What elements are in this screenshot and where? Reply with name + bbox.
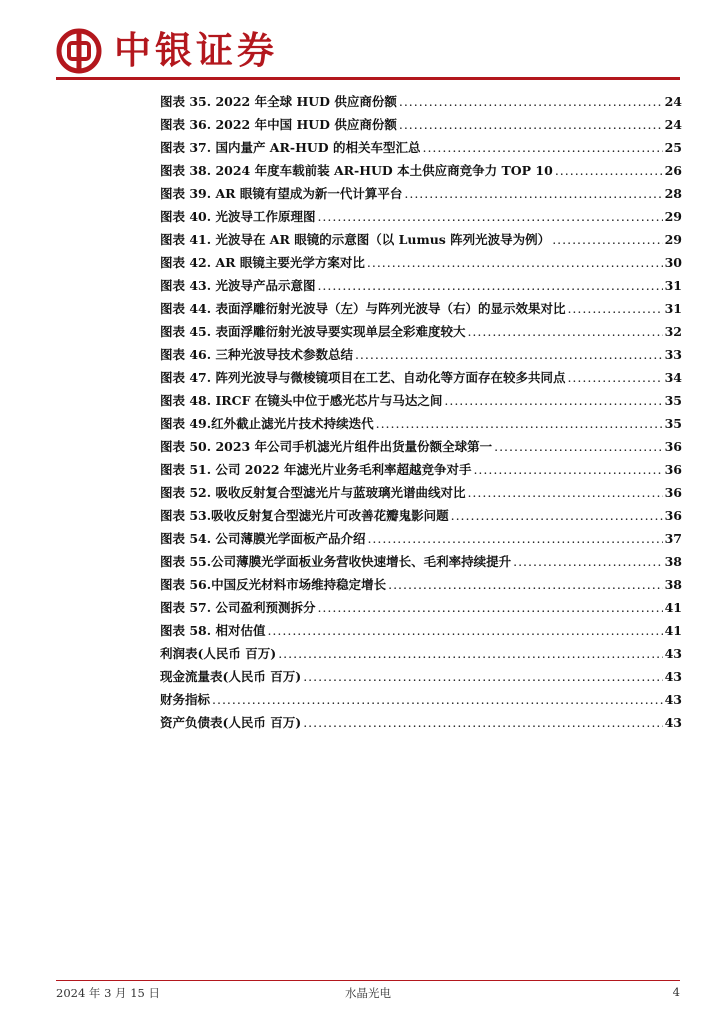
toc-entry-page-number: 35 bbox=[664, 416, 682, 431]
toc-entry-page-number: 33 bbox=[664, 347, 682, 362]
toc-entry-title: 图表 38. 2024 年度车载前装 AR-HUD 本土供应商竞争力 TOP 10 bbox=[160, 163, 553, 178]
toc-entry-title: 图表 44. 表面浮雕衍射光波导（左）与阵列光波导（右）的显示效果对比 bbox=[160, 301, 566, 316]
toc-entry-title: 图表 47. 阵列光波导与微棱镜项目在工艺、自动化等方面存在较多共同点 bbox=[160, 370, 566, 385]
toc-entry-title: 图表 43. 光波导产品示意图 bbox=[160, 278, 316, 293]
toc-dot-leader bbox=[513, 554, 662, 569]
toc-entry-page-number: 43 bbox=[664, 715, 682, 730]
toc-dot-leader bbox=[404, 186, 662, 201]
toc-dot-leader bbox=[278, 646, 662, 661]
toc-dot-leader bbox=[555, 163, 663, 178]
toc-entry[interactable] bbox=[160, 414, 682, 437]
toc-entry[interactable] bbox=[160, 575, 682, 598]
toc-dot-leader bbox=[399, 117, 663, 132]
toc-entry-page-number: 43 bbox=[664, 692, 682, 707]
toc-entry[interactable] bbox=[160, 299, 682, 322]
toc-entry-title: 图表 54. 公司薄膜光学面板产品介绍 bbox=[160, 531, 366, 546]
toc-entry-title: 图表 41. 光波导在 AR 眼镜的示意图（以 Lumus 阵列光波导为例） bbox=[160, 232, 551, 247]
toc-entry-title: 图表 58. 相对估值 bbox=[160, 623, 266, 638]
toc-entry-page-number: 30 bbox=[664, 255, 682, 270]
toc-dot-leader bbox=[303, 715, 662, 730]
toc-entry-title: 图表 39. AR 眼镜有望成为新一代计算平台 bbox=[160, 186, 403, 201]
toc-entry-page-number: 36 bbox=[664, 508, 682, 523]
toc-entry-title: 图表 56.中国反光材料市场维持稳定增长 bbox=[160, 577, 387, 592]
toc-entry-title: 现金流量表(人民币 百万) bbox=[160, 669, 302, 684]
toc-entry[interactable] bbox=[160, 184, 682, 207]
toc-entry[interactable] bbox=[160, 529, 682, 552]
toc-entry-page-number: 36 bbox=[664, 462, 682, 477]
toc-dot-leader bbox=[567, 301, 662, 316]
toc-entry-page-number: 38 bbox=[664, 577, 682, 592]
toc-entry[interactable] bbox=[160, 92, 682, 115]
toc-entry-title: 图表 49.红外截止滤光片技术持续迭代 bbox=[160, 416, 374, 431]
toc-entry[interactable] bbox=[160, 276, 682, 299]
toc-entry-page-number: 29 bbox=[664, 209, 682, 224]
toc-entry-page-number: 36 bbox=[664, 439, 682, 454]
toc-entry[interactable] bbox=[160, 437, 682, 460]
toc-entry-page-number: 24 bbox=[664, 117, 682, 132]
toc-dot-leader bbox=[494, 439, 663, 454]
bank-of-china-logo-icon bbox=[56, 28, 102, 74]
toc-dot-leader bbox=[355, 347, 663, 362]
toc-dot-leader bbox=[267, 623, 662, 638]
toc-dot-leader bbox=[367, 531, 662, 546]
toc-dot-leader bbox=[451, 508, 663, 523]
brand-name: 中银证券 bbox=[114, 29, 278, 72]
toc-entry[interactable] bbox=[160, 644, 682, 667]
toc-entry[interactable] bbox=[160, 115, 682, 138]
toc-entry-title: 财务指标 bbox=[160, 692, 211, 707]
toc-entry-title: 图表 57. 公司盈利预测拆分 bbox=[160, 600, 316, 615]
toc-entry[interactable] bbox=[160, 322, 682, 345]
toc-dot-leader bbox=[212, 692, 663, 707]
toc-entry-page-number: 37 bbox=[664, 531, 682, 546]
toc-entry-title: 利润表(人民币 百万) bbox=[160, 646, 277, 661]
toc-entry[interactable] bbox=[160, 207, 682, 230]
header-divider bbox=[56, 77, 680, 80]
toc-entry[interactable] bbox=[160, 667, 682, 690]
toc-dot-leader bbox=[552, 232, 662, 247]
toc-entry-title: 图表 48. IRCF 在镜头中位于感光芯片与马达之间 bbox=[160, 393, 443, 408]
toc-dot-leader bbox=[317, 209, 662, 224]
toc-entry[interactable] bbox=[160, 161, 682, 184]
toc-entry-page-number: 43 bbox=[664, 669, 682, 684]
toc-dot-leader bbox=[303, 669, 662, 684]
toc-dot-leader bbox=[467, 324, 662, 339]
toc-entry-page-number: 43 bbox=[664, 646, 682, 661]
toc-entry-page-number: 26 bbox=[664, 163, 682, 178]
toc-entry-page-number: 29 bbox=[664, 232, 682, 247]
toc-entry[interactable] bbox=[160, 368, 682, 391]
toc-entry-page-number: 41 bbox=[664, 600, 682, 615]
toc-entry[interactable] bbox=[160, 598, 682, 621]
page-header bbox=[56, 26, 278, 76]
toc-dot-leader bbox=[467, 485, 662, 500]
toc-dot-leader bbox=[376, 416, 663, 431]
toc-entry[interactable] bbox=[160, 483, 682, 506]
toc-entry-title: 图表 42. AR 眼镜主要光学方案对比 bbox=[160, 255, 365, 270]
toc-dot-leader bbox=[473, 462, 662, 477]
toc-entry[interactable] bbox=[160, 552, 682, 575]
toc-dot-leader bbox=[444, 393, 662, 408]
toc-entry-title: 图表 52. 吸收反射复合型滤光片与蓝玻璃光谱曲线对比 bbox=[160, 485, 466, 500]
toc-entry[interactable] bbox=[160, 621, 682, 644]
footer-page-number: 4 bbox=[672, 985, 680, 999]
toc-entry-page-number: 24 bbox=[664, 94, 682, 109]
toc-entry-page-number: 34 bbox=[664, 370, 682, 385]
footer-date: 2024 年 3 月 15 日 bbox=[56, 986, 160, 1000]
toc-entry-title: 图表 37. 国内量产 AR-HUD 的相关车型汇总 bbox=[160, 140, 421, 155]
toc-entry[interactable] bbox=[160, 230, 682, 253]
toc-entry[interactable] bbox=[160, 345, 682, 368]
toc-entry-title: 图表 45. 表面浮雕衍射光波导要实现单层全彩难度较大 bbox=[160, 324, 466, 339]
toc-entry-title: 图表 50. 2023 年公司手机滤光片组件出货量份额全球第一 bbox=[160, 439, 493, 454]
toc-entry-title: 图表 53.吸收反射复合型滤光片可改善花瓣鬼影问题 bbox=[160, 508, 449, 523]
toc-dot-leader bbox=[567, 370, 662, 385]
toc-entry-page-number: 36 bbox=[664, 485, 682, 500]
toc-entry-title: 资产负债表(人民币 百万) bbox=[160, 715, 302, 730]
toc-entry[interactable] bbox=[160, 391, 682, 414]
table-of-figures bbox=[160, 92, 682, 736]
page-footer bbox=[56, 985, 680, 1005]
toc-entry-page-number: 32 bbox=[664, 324, 682, 339]
toc-entry[interactable] bbox=[160, 138, 682, 161]
toc-entry-page-number: 28 bbox=[664, 186, 682, 201]
toc-dot-leader bbox=[422, 140, 662, 155]
toc-dot-leader bbox=[367, 255, 663, 270]
toc-entry[interactable] bbox=[160, 690, 682, 713]
toc-entry[interactable] bbox=[160, 460, 682, 483]
toc-entry-page-number: 41 bbox=[664, 623, 682, 638]
toc-entry-title: 图表 51. 公司 2022 年滤光片业务毛利率超越竞争对手 bbox=[160, 462, 472, 477]
footer-divider bbox=[56, 980, 680, 981]
toc-entry-title: 图表 36. 2022 年中国 HUD 供应商份额 bbox=[160, 117, 397, 132]
toc-entry-title: 图表 55.公司薄膜光学面板业务营收快速增长、毛利率持续提升 bbox=[160, 554, 512, 569]
toc-entry-title: 图表 46. 三种光波导技术参数总结 bbox=[160, 347, 353, 362]
toc-entry[interactable] bbox=[160, 506, 682, 529]
toc-dot-leader bbox=[388, 577, 662, 592]
toc-dot-leader bbox=[399, 94, 663, 109]
toc-entry-title: 图表 40. 光波导工作原理图 bbox=[160, 209, 316, 224]
toc-dot-leader bbox=[317, 278, 662, 293]
footer-company-name: 水晶光电 bbox=[345, 986, 391, 1000]
toc-dot-leader bbox=[317, 600, 662, 615]
toc-entry-page-number: 31 bbox=[664, 301, 682, 316]
toc-entry-page-number: 38 bbox=[664, 554, 682, 569]
toc-entry[interactable] bbox=[160, 713, 682, 736]
toc-entry-title: 图表 35. 2022 年全球 HUD 供应商份额 bbox=[160, 94, 397, 109]
toc-entry-page-number: 35 bbox=[664, 393, 682, 408]
toc-entry[interactable] bbox=[160, 253, 682, 276]
toc-entry-page-number: 25 bbox=[664, 140, 682, 155]
toc-entry-page-number: 31 bbox=[664, 278, 682, 293]
